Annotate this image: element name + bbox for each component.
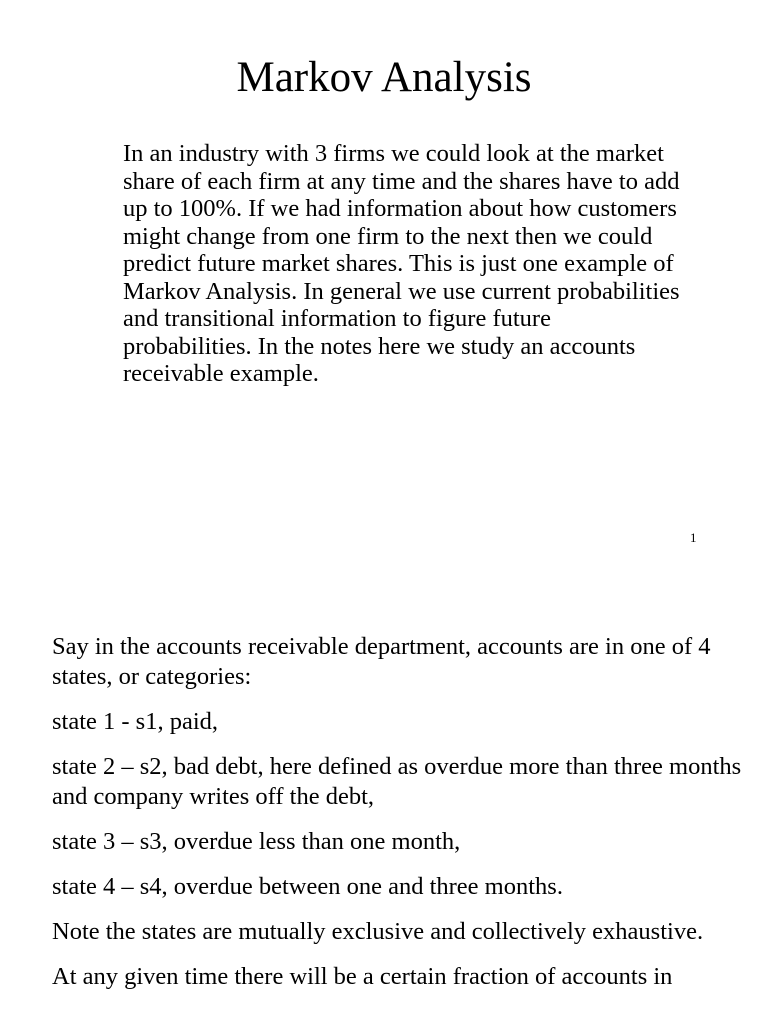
notes-paragraph: state 4 – s4, overdue between one and three months. xyxy=(52,873,563,900)
slide-body-text: In an industry with 3 firms we could look at the market share of each firm at any time and the shares have to add up to 100%. If we had information about how customers might change from one firm to the next then we could predict future market shares. This is just one example of Markov Analysis. In general we use current probabilities and transitional information to figure future probabilities. In the notes here we study an accounts receivable example. xyxy=(123,140,680,387)
notes-paragraph: state 2 – s2, bad debt, here defined as overdue more than three months and company writes off the debt, xyxy=(52,753,742,810)
notes-paragraph: At any given time there will be a certain fraction of accounts in xyxy=(52,963,673,990)
notes-section xyxy=(52,632,742,1007)
slide-title: Markov Analysis xyxy=(236,54,532,101)
notes-paragraph: state 3 – s3, overdue less than one month, xyxy=(52,828,461,855)
page-number: 1 xyxy=(690,530,697,545)
notes-paragraph: Note the states are mutually exclusive and collectively exhaustive. xyxy=(52,918,704,945)
notes-paragraph: Say in the accounts receivable department, accounts are in one of 4 states, or categories: xyxy=(52,633,711,690)
notes-paragraph: state 1 - s1, paid, xyxy=(52,708,219,735)
